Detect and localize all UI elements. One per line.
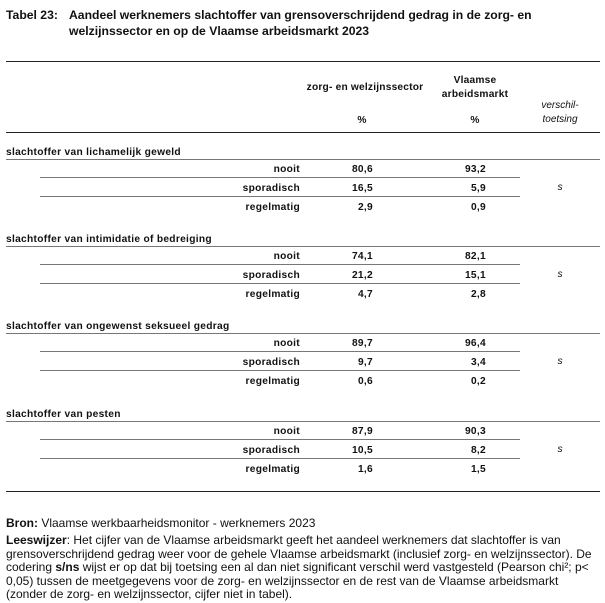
row-rule (40, 177, 520, 178)
row-label-sporadisch: sporadisch (242, 445, 300, 456)
value-vlaams: 82,1 (464, 251, 486, 262)
row-label-sporadisch: sporadisch (242, 270, 300, 281)
value-zorg: 89,7 (351, 338, 373, 349)
value-vlaams: 2,8 (470, 289, 486, 300)
value-zorg: 9,7 (357, 357, 373, 368)
value-vlaams: 1,5 (470, 464, 486, 475)
row-rule (40, 370, 520, 371)
col-header-verschil-line1: verschil- (541, 100, 579, 111)
significance-marker: s (557, 182, 563, 193)
significance-marker: s (557, 356, 563, 367)
row-label-nooit: nooit (273, 338, 300, 349)
col-unit-vlaams: % (470, 115, 480, 126)
value-zorg: 87,9 (351, 426, 373, 437)
row-label-sporadisch: sporadisch (242, 183, 300, 194)
row-label-sporadisch: sporadisch (242, 357, 300, 368)
value-vlaams: 8,2 (470, 445, 486, 456)
row-label-regelmatig: regelmatig (245, 376, 300, 387)
group-rule (6, 246, 600, 247)
value-vlaams: 96,4 (464, 338, 486, 349)
row-rule (40, 264, 520, 265)
row-rule (40, 458, 520, 459)
header-top-rule (6, 61, 600, 62)
value-zorg: 21,2 (351, 270, 373, 281)
group-title: slachtoffer van lichamelijk geweld (6, 147, 181, 158)
value-vlaams: 90,3 (464, 426, 486, 437)
reading-guide-text-2: wijst er op dat bij toetsing een al dan niet significant verschil werd vastgesteld (Pearson chi²; p< 0,05) tussen de meetgegevens voor de zorg- en welzijnssector en de rest van de Vlaamse arbeidsmarkt (zonder de zorg- en welzijnssector, cijfer niet in tabel). (6, 560, 589, 601)
col-unit-zorg: % (357, 115, 367, 126)
row-label-regelmatig: regelmatig (245, 464, 300, 475)
group-rule (6, 333, 600, 334)
significance-marker: s (557, 269, 563, 280)
group-rule (6, 159, 600, 160)
row-label-nooit: nooit (273, 426, 300, 437)
row-rule (40, 196, 520, 197)
source-label: Bron: (6, 516, 38, 530)
value-vlaams: 3,4 (470, 357, 486, 368)
reading-guide (6, 534, 602, 602)
value-zorg: 4,7 (357, 289, 373, 300)
table-title: Aandeel werknemers slachtoffer van grensoverschrijdend gedrag in de zorg- en welzijnssector en op de Vlaamse arbeidsmarkt 2023 (69, 8, 532, 38)
group-title: slachtoffer van ongewenst seksueel gedrag (6, 321, 230, 332)
value-zorg: 10,5 (351, 445, 373, 456)
col-header-vlaams-line2: arbeidsmarkt (441, 89, 509, 100)
row-label-regelmatig: regelmatig (245, 202, 300, 213)
row-label-nooit: nooit (273, 164, 300, 175)
table-bottom-rule (6, 491, 600, 492)
value-vlaams: 0,2 (470, 376, 486, 387)
row-label-regelmatig: regelmatig (245, 289, 300, 300)
col-header-verschil-line2: toetsing (542, 114, 578, 125)
value-zorg: 74,1 (351, 251, 373, 262)
value-vlaams: 15,1 (464, 270, 486, 281)
value-vlaams: 93,2 (464, 164, 486, 175)
row-label-nooit: nooit (273, 251, 300, 262)
value-zorg: 0,6 (357, 376, 373, 387)
value-vlaams: 0,9 (470, 202, 486, 213)
group-title: slachtoffer van intimidatie of bedreiging (6, 234, 212, 245)
reading-guide-label: Leeswijzer (6, 533, 67, 547)
table-number: Tabel 23: (6, 8, 58, 22)
significance-marker: s (557, 444, 563, 455)
col-header-zorg: zorg- en welzijnssector (306, 82, 424, 93)
value-zorg: 16,5 (351, 183, 373, 194)
reading-guide-text-1: : Het cijfer van de Vlaamse arbeidsmarkt geeft het aandeel werknemers dat slachtoffer is van grensoverschrijdend gedrag weer voor de gehele Vlaamse arbeidsmarkt (inclusief zorg- en welzijnssector). De codering (6, 533, 592, 574)
value-vlaams: 5,9 (470, 183, 486, 194)
source-note (6, 517, 602, 531)
row-rule (40, 283, 520, 284)
value-zorg: 1,6 (357, 464, 373, 475)
row-rule (40, 351, 520, 352)
group-rule (6, 421, 600, 422)
source-text: Vlaamse werkbaarheidsmonitor - werknemers 2023 (38, 516, 316, 530)
value-zorg: 2,9 (357, 202, 373, 213)
reading-guide-code: s/ns (55, 560, 80, 574)
row-rule (40, 439, 520, 440)
header-bottom-rule (6, 132, 600, 133)
value-zorg: 80,6 (351, 164, 373, 175)
col-header-vlaams-line1: Vlaamse (453, 75, 497, 86)
group-title: slachtoffer van pesten (6, 409, 121, 420)
